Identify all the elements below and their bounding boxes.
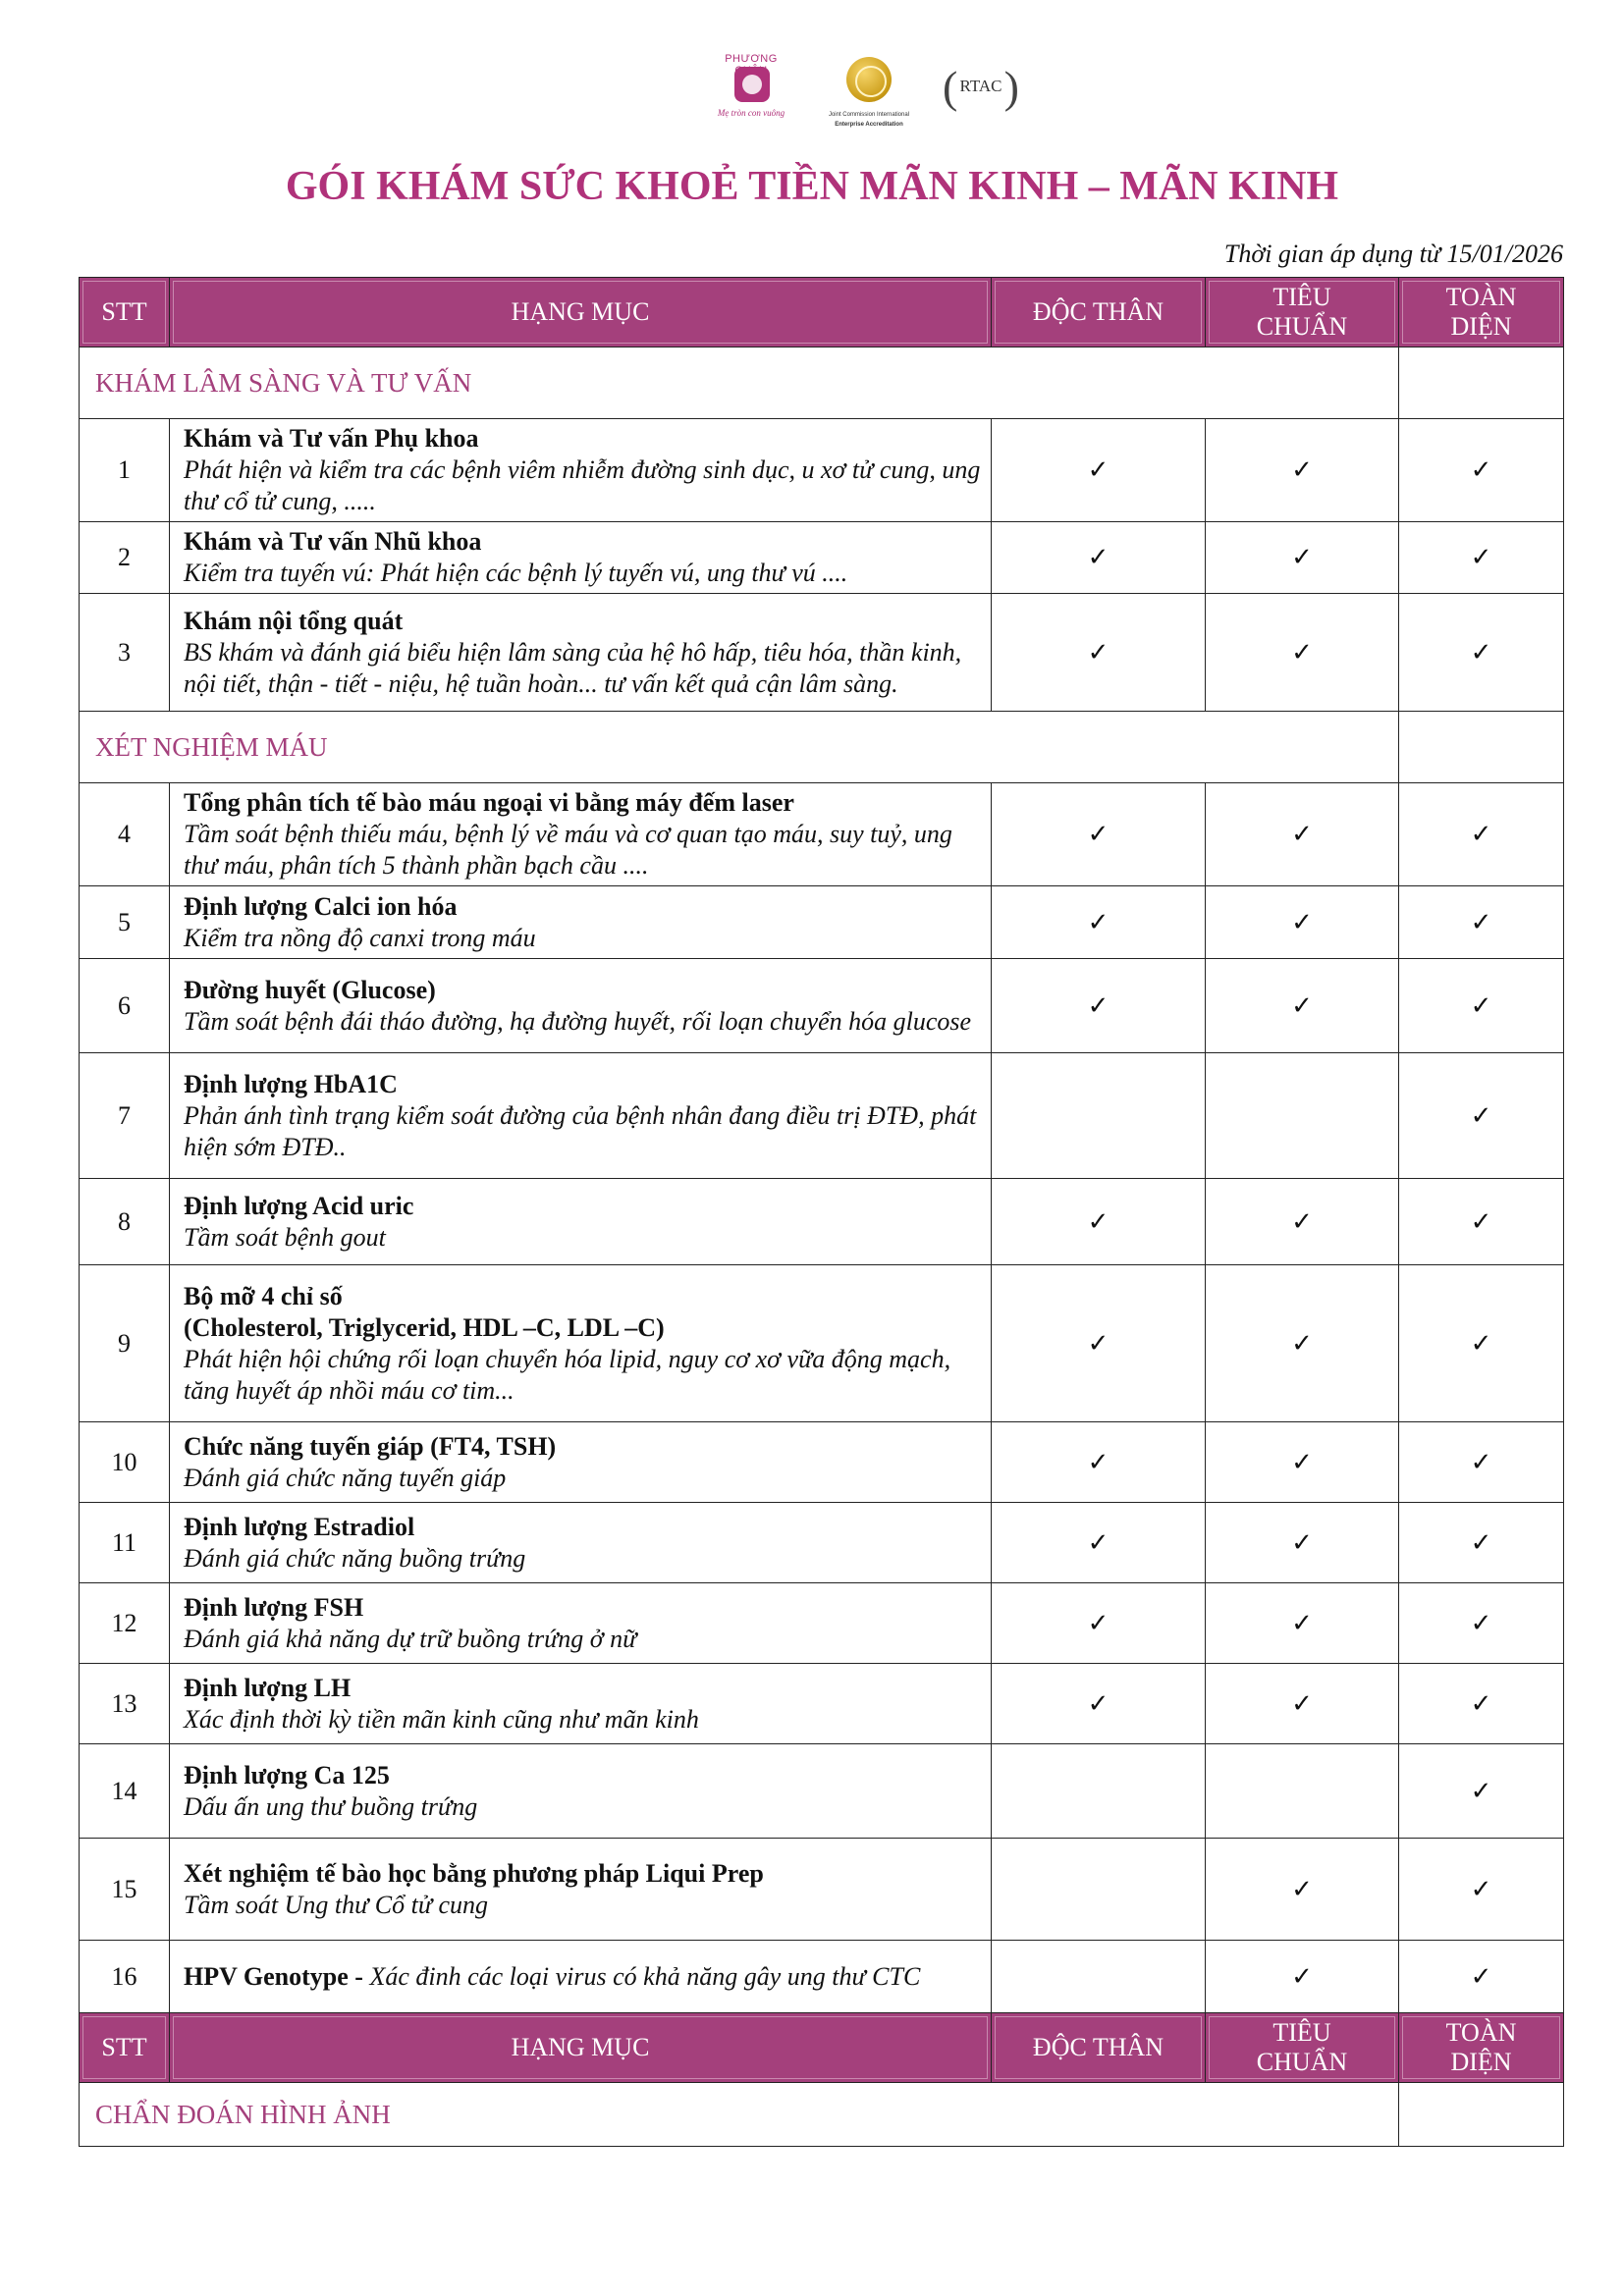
- header-toan-dien: TOÀN DIỆN: [1399, 278, 1564, 347]
- item-title-2: (Cholesterol, Triglycerid, HDL –C, LDL –C): [184, 1312, 665, 1342]
- check-icon: ✓: [1291, 1328, 1313, 1358]
- row-number: 7: [80, 1053, 170, 1179]
- item-title: Định lượng LH: [184, 1673, 352, 1702]
- row-item: [170, 1839, 992, 1941]
- row-item: [170, 1179, 992, 1265]
- row-number: 4: [80, 783, 170, 886]
- check-icon: ✓: [1087, 907, 1110, 936]
- item-title: Đường huyết (Glucose): [184, 975, 436, 1004]
- check-icon: ✓: [1291, 543, 1313, 571]
- item-title: Định lượng Acid uric: [184, 1191, 414, 1220]
- cell-tieu-chuan: [1206, 1179, 1399, 1265]
- page-title: GÓI KHÁM SỨC KHOẺ TIỀN MÃN KINH – MÃN KINH: [285, 164, 1339, 209]
- item-desc: Xác định thời kỳ tiền mãn kinh cũng như mãn kinh: [184, 1704, 699, 1734]
- cell-doc-than: [992, 1053, 1206, 1179]
- item-title: Định lượng Ca 125: [184, 1760, 390, 1789]
- check-icon: ✓: [1470, 1961, 1492, 1991]
- rtac-text: RTAC: [959, 77, 1002, 95]
- cell-doc-than: [992, 419, 1206, 522]
- cell-doc-than: [992, 1583, 1206, 1664]
- check-icon: ✓: [1087, 1688, 1110, 1718]
- cell-toan-dien: [1399, 1053, 1564, 1179]
- cell-toan-dien: [1399, 1422, 1564, 1503]
- table-row: [80, 1941, 1564, 2013]
- header-item: HẠNG MỤC: [170, 2013, 992, 2083]
- row-number: 9: [80, 1265, 170, 1422]
- row-item: [170, 1583, 992, 1664]
- cell-toan-dien: [1399, 783, 1564, 886]
- check-icon: ✓: [1470, 1874, 1492, 1903]
- cell-doc-than: [992, 1664, 1206, 1744]
- row-item: [170, 1941, 992, 2013]
- item-desc: Dấu ấn ung thư buồng trứng: [184, 1791, 478, 1821]
- item-desc: BS khám và đánh giá biểu hiện lâm sàng của hệ hô hấp, tiêu hóa, thần kinh, nội tiết, thận - tiết - niệu, hệ tuần hoàn... tư vấn kết quả cận lâm sàng.: [184, 637, 962, 698]
- cell-tieu-chuan: [1206, 1053, 1399, 1179]
- cell-toan-dien: [1399, 1941, 1564, 2013]
- item-desc: Đánh giá khả năng dự trữ buồng trứng ở nữ: [184, 1624, 637, 1653]
- section-row: [80, 712, 1564, 783]
- row-number: 6: [80, 959, 170, 1053]
- cell-doc-than: [992, 1744, 1206, 1839]
- cell-toan-dien: [1399, 886, 1564, 959]
- cell-doc-than: [992, 1503, 1206, 1583]
- check-icon: ✓: [1291, 990, 1313, 1020]
- table-row: [80, 1422, 1564, 1503]
- header-doc-than: ĐỘC THÂN: [992, 2013, 1206, 2083]
- row-number: 13: [80, 1664, 170, 1744]
- gold-seal-icon: [846, 57, 892, 102]
- section-row: [80, 2083, 1564, 2147]
- row-number: 3: [80, 594, 170, 712]
- item-title: Định lượng FSH: [184, 1592, 364, 1622]
- check-icon: ✓: [1470, 1328, 1492, 1358]
- item-title: Bộ mỡ 4 chỉ số: [184, 1281, 343, 1310]
- table-row: [80, 1839, 1564, 1941]
- cell-toan-dien: [1399, 1744, 1564, 1839]
- row-item: [170, 419, 992, 522]
- cell-tieu-chuan: [1206, 1744, 1399, 1839]
- row-number: 2: [80, 522, 170, 594]
- row-item: [170, 1503, 992, 1583]
- table-row: [80, 959, 1564, 1053]
- check-icon: ✓: [1291, 907, 1313, 936]
- check-icon: ✓: [1087, 1328, 1110, 1358]
- section-label: XÉT NGHIỆM MÁU: [80, 712, 1399, 783]
- item-desc: Tầm soát bệnh thiếu máu, bệnh lý về máu và cơ quan tạo máu, suy tuỷ, ung thư máu, phân tích 5 thành phần bạch cầu ....: [184, 820, 952, 880]
- cell-tieu-chuan: [1206, 594, 1399, 712]
- item-desc: Kiểm tra tuyến vú: Phát hiện các bệnh lý tuyến vú, ung thư vú ....: [184, 559, 848, 587]
- check-icon: ✓: [1291, 1608, 1313, 1637]
- check-icon: ✓: [1470, 455, 1492, 484]
- row-number: 12: [80, 1583, 170, 1664]
- table-row: [80, 783, 1564, 886]
- brand-mark-icon: [734, 67, 770, 102]
- check-icon: ✓: [1087, 637, 1110, 667]
- header-doc-than: ĐỘC THÂN: [992, 278, 1206, 347]
- check-icon: ✓: [1291, 1206, 1313, 1236]
- table-row: [80, 419, 1564, 522]
- item-title: Tổng phân tích tế bào máu ngoại vi bằng máy đếm laser: [184, 788, 794, 817]
- check-icon: ✓: [1470, 1100, 1492, 1130]
- check-icon: ✓: [1470, 543, 1492, 571]
- row-item: [170, 959, 992, 1053]
- item-desc: Phát hiện hội chứng rối loạn chuyển hóa lipid, nguy cơ xơ vữa động mạch, tăng huyết áp nhồi máu cơ tim...: [184, 1344, 951, 1405]
- section-row: [80, 347, 1564, 419]
- row-number: 8: [80, 1179, 170, 1265]
- cell-tieu-chuan: [1206, 1941, 1399, 2013]
- cell-doc-than: [992, 886, 1206, 959]
- row-item: [170, 1053, 992, 1179]
- cell-tieu-chuan: [1206, 1664, 1399, 1744]
- cell-tieu-chuan: [1206, 1839, 1399, 1941]
- table-row: [80, 1744, 1564, 1839]
- header-stt: STT: [80, 2013, 170, 2083]
- item-desc: Tầm soát Ung thư Cổ tử cung: [184, 1890, 489, 1919]
- row-item: [170, 886, 992, 959]
- header-toan-dien: TOÀN DIỆN: [1399, 2013, 1564, 2083]
- cell-tieu-chuan: [1206, 1265, 1399, 1422]
- item-title: Khám và Tư vấn Nhũ khoa: [184, 527, 482, 556]
- check-icon: ✓: [1470, 1608, 1492, 1637]
- cell-toan-dien: [1399, 419, 1564, 522]
- item-desc: Tầm soát bệnh đái tháo đường, hạ đường huyết, rối loạn chuyển hóa glucose: [184, 1006, 972, 1036]
- item-desc: Kiểm tra nồng độ canxi trong máu: [184, 923, 536, 952]
- row-item: [170, 594, 992, 712]
- item-title: Xét nghiệm tế bào học bằng phương pháp Liqui Prep: [184, 1858, 764, 1888]
- check-icon: ✓: [1291, 1874, 1313, 1903]
- cell-doc-than: [992, 1265, 1206, 1422]
- check-icon: ✓: [1087, 455, 1110, 484]
- table-header-repeat: [80, 2013, 1564, 2083]
- cell-toan-dien: [1399, 522, 1564, 594]
- cell-doc-than: [992, 1422, 1206, 1503]
- row-item: [170, 783, 992, 886]
- header-tieu-chuan: TIÊU CHUẨN: [1206, 2013, 1399, 2083]
- table-row: [80, 1179, 1564, 1265]
- row-item: [170, 522, 992, 594]
- check-icon: ✓: [1291, 1447, 1313, 1476]
- table-row: [80, 1664, 1564, 1744]
- cell-tieu-chuan: [1206, 783, 1399, 886]
- effective-date: Thời gian áp dụng từ 15/01/2026: [1223, 240, 1563, 268]
- item-title: Định lượng Calci ion hóa: [184, 891, 458, 921]
- row-item: [170, 1664, 992, 1744]
- table-row: [80, 886, 1564, 959]
- header-item: HẠNG MỤC: [170, 278, 992, 347]
- check-icon: ✓: [1291, 1688, 1313, 1718]
- cell-tieu-chuan: [1206, 1583, 1399, 1664]
- check-icon: ✓: [1470, 1447, 1492, 1476]
- cell-toan-dien: [1399, 1664, 1564, 1744]
- check-icon: ✓: [1291, 637, 1313, 667]
- item-desc: Đánh giá chức năng tuyến giáp: [184, 1463, 507, 1492]
- cell-doc-than: [992, 1839, 1206, 1941]
- cell-tieu-chuan: [1206, 1422, 1399, 1503]
- check-icon: ✓: [1470, 1776, 1492, 1805]
- cell-tieu-chuan: [1206, 886, 1399, 959]
- cell-toan-dien: [1399, 1265, 1564, 1422]
- check-icon: ✓: [1291, 1527, 1313, 1557]
- check-icon: ✓: [1470, 1206, 1492, 1236]
- header-logos: [707, 51, 1021, 139]
- row-item: [170, 1422, 992, 1503]
- row-number: 10: [80, 1422, 170, 1503]
- item-title: HPV Genotype -: [184, 1961, 370, 1991]
- check-icon: ✓: [1087, 1527, 1110, 1557]
- check-icon: ✓: [1087, 1447, 1110, 1476]
- table-row: [80, 522, 1564, 594]
- section-label: KHÁM LÂM SÀNG VÀ TƯ VẤN: [80, 347, 1399, 419]
- brand-tagline: Mẹ tròn con vuông: [717, 108, 785, 118]
- cell-doc-than: [992, 1179, 1206, 1265]
- package-table: [79, 277, 1564, 2147]
- rtac-logo: ( RTAC ): [943, 62, 1019, 112]
- check-icon: ✓: [1470, 1688, 1492, 1718]
- item-title: Định lượng Estradiol: [184, 1512, 415, 1541]
- cell-doc-than: [992, 1941, 1206, 2013]
- cell-toan-dien: [1399, 594, 1564, 712]
- row-item: [170, 1744, 992, 1839]
- cell-toan-dien: [1399, 1179, 1564, 1265]
- item-desc: Phản ánh tình trạng kiểm soát đường của bệnh nhân đang điều trị ĐTĐ, phát hiện sớm ĐTĐ..: [184, 1100, 977, 1161]
- check-icon: ✓: [1087, 990, 1110, 1020]
- cell-toan-dien: [1399, 1503, 1564, 1583]
- item-desc: Tầm soát bệnh gout: [184, 1222, 386, 1252]
- table-row: [80, 1053, 1564, 1179]
- cell-doc-than: [992, 594, 1206, 712]
- cell-tieu-chuan: [1206, 1503, 1399, 1583]
- header-tieu-chuan: TIÊU CHUẨN: [1206, 278, 1399, 347]
- cell-doc-than: [992, 783, 1206, 886]
- row-number: 14: [80, 1744, 170, 1839]
- cell-tieu-chuan: [1206, 419, 1399, 522]
- row-number: 1: [80, 419, 170, 522]
- phuong-chau-logo: [707, 51, 795, 139]
- row-item: [170, 1265, 992, 1422]
- check-icon: ✓: [1291, 1961, 1313, 1991]
- check-icon: ✓: [1470, 990, 1492, 1020]
- check-icon: ✓: [1291, 820, 1313, 848]
- jci-logo: [815, 57, 923, 139]
- item-title: Chức năng tuyến giáp (FT4, TSH): [184, 1431, 557, 1461]
- cell-toan-dien: [1399, 1583, 1564, 1664]
- check-icon: ✓: [1470, 907, 1492, 936]
- check-icon: ✓: [1087, 820, 1110, 848]
- item-title: Khám nội tổng quát: [184, 606, 404, 635]
- cell-toan-dien: [1399, 1839, 1564, 1941]
- check-icon: ✓: [1087, 1608, 1110, 1637]
- row-number: 5: [80, 886, 170, 959]
- check-icon: ✓: [1087, 1206, 1110, 1236]
- cell-tieu-chuan: [1206, 522, 1399, 594]
- row-number: 15: [80, 1839, 170, 1941]
- cell-tieu-chuan: [1206, 959, 1399, 1053]
- brand-name: PHƯƠNG: [725, 53, 778, 65]
- check-icon: ✓: [1470, 1527, 1492, 1557]
- cell-doc-than: [992, 522, 1206, 594]
- jci-text-line2: Enterprise Accreditation: [835, 122, 903, 128]
- row-number: 16: [80, 1941, 170, 2013]
- header-stt: STT: [80, 278, 170, 347]
- item-desc: Phát hiện và kiểm tra các bệnh viêm nhiễm đường sinh dục, u xơ tử cung, ung thư cổ tử cung, .....: [184, 455, 981, 515]
- item-title: Khám và Tư vấn Phụ khoa: [184, 424, 479, 453]
- item-desc: Đánh giá chức năng buồng trứng: [184, 1543, 526, 1573]
- table-header: [80, 278, 1564, 347]
- check-icon: ✓: [1470, 820, 1492, 848]
- table-row: [80, 1503, 1564, 1583]
- row-number: 11: [80, 1503, 170, 1583]
- table-row: [80, 594, 1564, 712]
- cell-toan-dien: [1399, 959, 1564, 1053]
- check-icon: ✓: [1291, 455, 1313, 484]
- table-row: [80, 1583, 1564, 1664]
- jci-text-line1: Joint Commission International: [828, 112, 910, 118]
- item-title: Định lượng HbA1C: [184, 1069, 398, 1098]
- check-icon: ✓: [1087, 543, 1110, 571]
- item-desc: Xác đinh các loại virus có khả năng gây ung thư CTC: [369, 1961, 921, 1991]
- table-row: [80, 1265, 1564, 1422]
- section-label: CHẨN ĐOÁN HÌNH ẢNH: [80, 2083, 1399, 2147]
- check-icon: ✓: [1470, 637, 1492, 667]
- cell-doc-than: [992, 959, 1206, 1053]
